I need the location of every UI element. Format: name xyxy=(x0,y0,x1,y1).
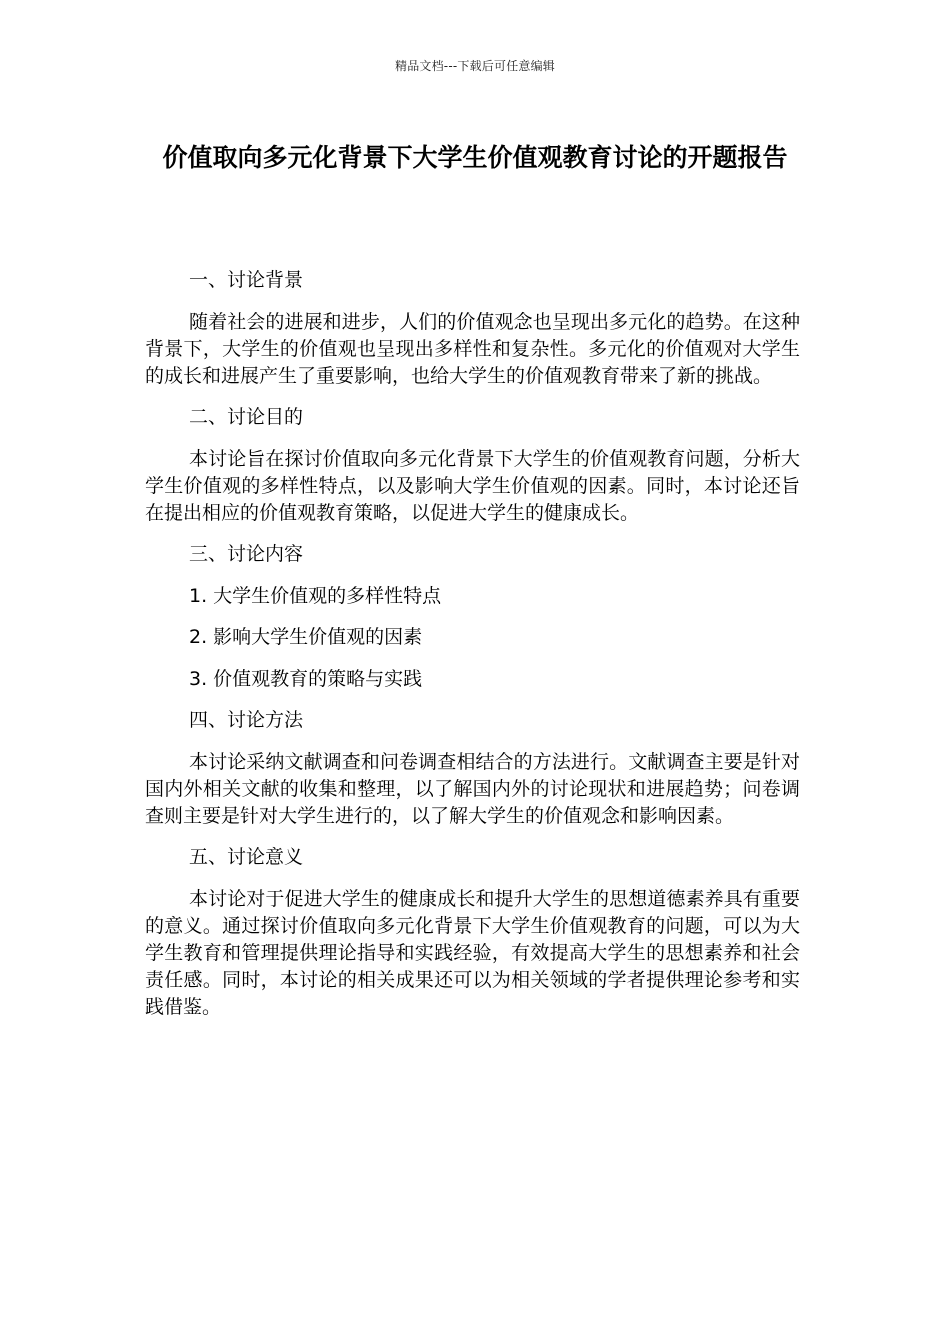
section-text-significance: 本讨论对于促进大学生的健康成长和提升大学生的思想道德素养具有重要的意义。通过探讨价值取向多元化背景下大学生价值观教育的问题，可以为大学生教育和管理提供理论指导和实践经验，有效提高大学生的思想素养和社会责任感。同时，本讨论的相关成果还可以为相关领域的学者提供理论参考和实践借鉴。 xyxy=(145,887,800,1018)
section-text-method: 本讨论采纳文献调查和问卷调查相结合的方法进行。文献调查主要是针对国内外相关文献的收集和整理，以了解国内外的讨论现状和进展趋势；问卷调查则主要是针对大学生进行的，以了解大学生的价值观念和影响因素。 xyxy=(145,750,800,827)
section-text-purpose: 本讨论旨在探讨价值取向多元化背景下大学生的价值观教育问题，分析大学生价值观的多样性特点，以及影响大学生价值观的因素。同时，本讨论还旨在提出相应的价值观教育策略，以促进大学生的健康成长。 xyxy=(145,447,800,524)
section-text-background: 随着社会的进展和进步，人们的价值观念也呈现出多元化的趋势。在这种背景下，大学生的价值观也呈现出多样性和复杂性。多元化的价值观对大学生的成长和进展产生了重要影响，也给大学生的价值观教育带来了新的挑战。 xyxy=(145,310,800,387)
section-heading-background: 一、讨论背景 xyxy=(189,269,304,291)
section-heading-method: 四、讨论方法 xyxy=(189,709,304,731)
section-heading-content: 三、讨论内容 xyxy=(189,543,304,565)
content-list-item: 3. 价值观教育的策略与实践 xyxy=(189,667,423,690)
header-note: 精品文档---下载后可任意编辑 xyxy=(395,59,555,73)
section-heading-significance: 五、讨论意义 xyxy=(189,846,304,868)
document-body xyxy=(145,267,800,1035)
document-title: 价值取向多元化背景下大学生价值观教育讨论的开题报告 xyxy=(162,143,788,172)
content-list-item: 2. 影响大学生价值观的因素 xyxy=(189,626,423,648)
section-heading-purpose: 二、讨论目的 xyxy=(189,406,304,428)
content-list-item: 1. 大学生价值观的多样性特点 xyxy=(189,584,442,607)
